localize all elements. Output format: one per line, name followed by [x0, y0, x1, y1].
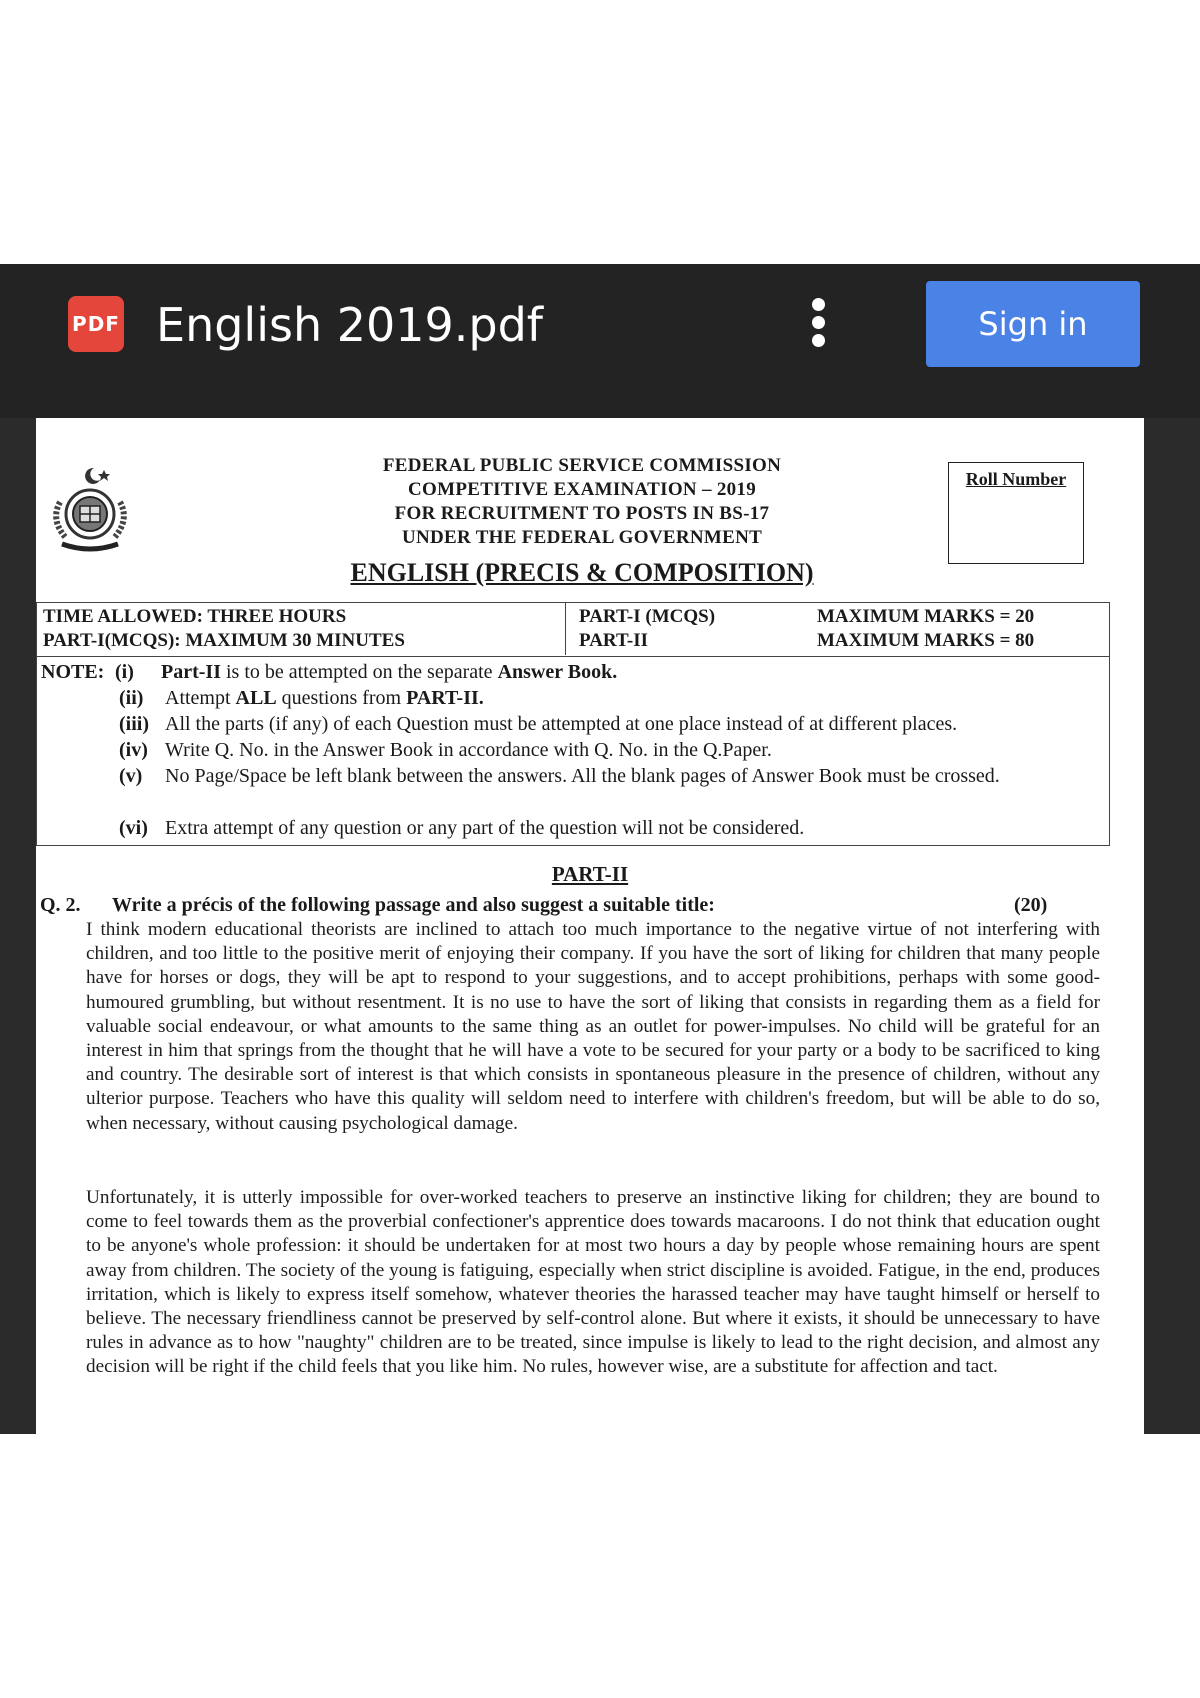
part2-marks: MAXIMUM MARKS = 80 [817, 630, 1035, 651]
note-label: NOTE: [41, 661, 105, 683]
note-item [119, 763, 1099, 789]
roll-number-box [948, 462, 1084, 564]
note-number: (iv) [119, 739, 148, 761]
note-number: (iii) [119, 713, 149, 735]
note-text: Attempt [165, 687, 236, 709]
note-text: questions from [276, 687, 407, 709]
passage-paragraph: Unfortunately, it is utterly impossible for over-worked teachers to preserve an instinctive liking for children; they are bound to come to feel towards them as the proverbial confectioner's apprentice does towards macaroons. I do not think that education ought to be anyone's whole profession: it should be undertaken for at most two hours a day by people whose remaining hours are spent away from children. The society of the young is fatiguing, especially when strict discipline is avoided. Fatigue, in the end, produces irritation, which is likely to express itself somehow, whatever theories the harassed teacher may have taught himself or herself to believe. The necessary friendliness cannot be preserved by self-control alone. But where it exists, it should be unnecessary to have rules in advance as to how "naughty" children are to be treated, since impulse is likely to lead to the right decision, and almost any decision will be right if the child feels that you like him. No rules, however wise, are a substitute for affection and tact. [86, 1187, 1100, 1378]
menu-dot [812, 298, 825, 311]
note-text: Write Q. No. in the Answer Book in accordance with Q. No. in the Q.Paper. [165, 739, 772, 761]
sign-in-button[interactable]: Sign in [926, 281, 1140, 367]
part2-label: PART-II [579, 630, 649, 651]
note-number: (vi) [119, 817, 148, 839]
note-item [119, 737, 1099, 763]
note-number: (i) [115, 661, 134, 683]
menu-dot [812, 334, 825, 347]
part-title: PART-II [551, 862, 629, 886]
question-number: Q. 2. [40, 894, 81, 916]
note-bold: ALL [235, 687, 277, 709]
note-number: (v) [119, 765, 143, 787]
roll-number-label: Roll Number [965, 469, 1067, 489]
header-line: FEDERAL PUBLIC SERVICE COMMISSION [382, 455, 782, 476]
note-item [115, 659, 1095, 685]
file-name: English 2019.pdf [156, 298, 544, 352]
exam-header [282, 454, 882, 590]
document-page [36, 418, 1144, 1434]
question-marks: (20) [1014, 894, 1048, 916]
pdf-file-icon: PDF [68, 296, 124, 352]
note-bold: Answer Book. [497, 661, 618, 683]
part1-label: PART-I (MCQS) [579, 606, 716, 627]
header-line: COMPETITIVE EXAMINATION – 2019 [407, 479, 757, 500]
table-divider [565, 603, 566, 655]
note-text: All the parts (if any) of each Question must be attempted at one place instead of at different places. [165, 713, 958, 735]
note-item [119, 685, 1099, 711]
note-bold: Part-II [161, 661, 221, 683]
header-line: UNDER THE FEDERAL GOVERNMENT [401, 527, 763, 548]
menu-dot [812, 316, 825, 329]
note-number: (ii) [119, 687, 144, 709]
note-bold: PART-II. [406, 687, 484, 709]
passage-paragraph: I think modern educational theorists are inclined to attach too much importance to the negative virtue of not interfering with children, and too little to the positive merit of enjoying their company. If you have the sort of liking for children that many people have for horses or dogs, they will be apt to respond to your suggestions, and to accept prohibitions, perhaps with some good-humoured grumbling, but without resentment. It is no use to have the sort of liking that consists in regarding them as a field for valuable social endeavour, or what amounts to the same thing as an outlet for power-impulses. No child will be grateful for an interest in him that springs from the thought that he will have a vote to be secured for your party or a body to be sacrificed to king and country. The desirable sort of interest is that which consists in spontaneous pleasure in the presence of children, without any ulterior purpose. Teachers who have this quality will seldom need to interfere with children's freedom, but will be able to do so, when necessary, without causing psychological damage. [86, 919, 1100, 1134]
header-line: FOR RECRUITMENT TO POSTS IN BS-17 [394, 503, 770, 524]
part1-marks: MAXIMUM MARKS = 20 [817, 606, 1035, 627]
part1-time: PART-I(MCQS): MAXIMUM 30 MINUTES [43, 630, 405, 651]
exam-info-table [36, 602, 1110, 656]
pdf-viewer [0, 264, 1200, 1434]
note-text: No Page/Space be left blank between the answers. All the blank pages of Answer Book must be crossed. [165, 765, 1000, 787]
note-text: Extra attempt of any question or any part of the question will not be considered. [165, 817, 805, 839]
viewer-toolbar [0, 264, 1200, 418]
question-prompt: Write a précis of the following passage and also suggest a suitable title: [112, 894, 715, 916]
government-emblem-icon [42, 462, 138, 558]
subject-title: ENGLISH (PRECIS & COMPOSITION) [350, 558, 814, 587]
note-text: is to be attempted on the separate [220, 661, 498, 683]
more-vert-icon[interactable] [804, 294, 832, 354]
notes-box [36, 656, 1110, 846]
note-item [119, 711, 1099, 737]
note-item [119, 815, 1099, 841]
time-allowed: TIME ALLOWED: THREE HOURS [43, 606, 347, 627]
